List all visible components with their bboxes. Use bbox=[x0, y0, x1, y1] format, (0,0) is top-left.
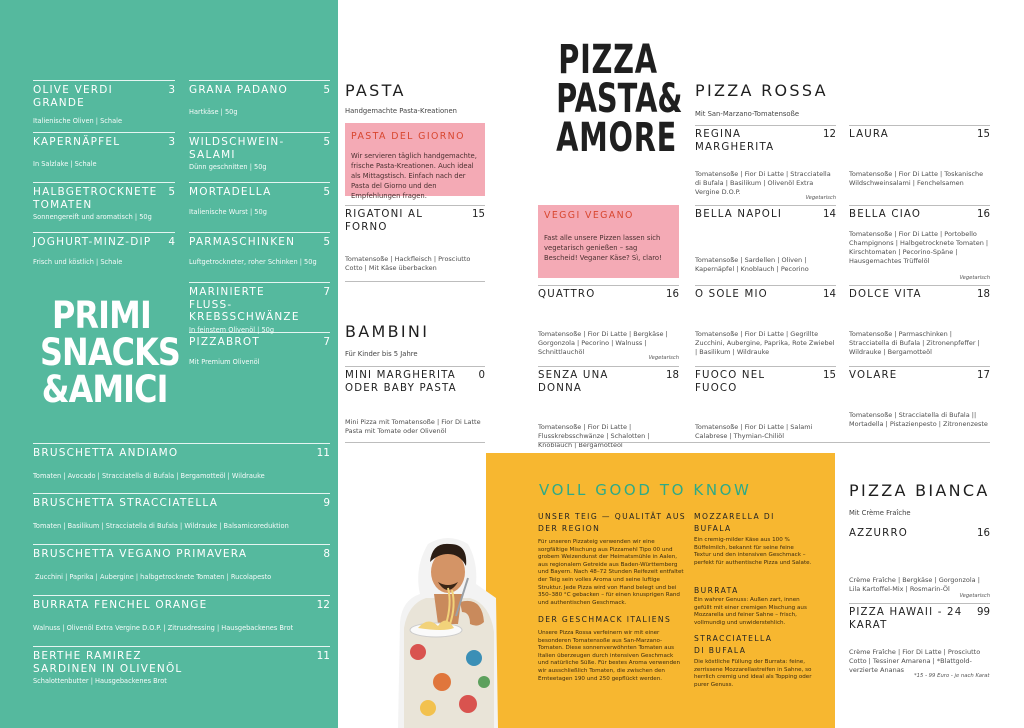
section-title-bianca: PIZZA BIANCA bbox=[849, 481, 990, 500]
menu-item bbox=[345, 205, 485, 281]
item-name: GRANA PADANO bbox=[189, 84, 289, 96]
box-title: PASTA DEL GIORNO bbox=[351, 131, 465, 142]
restaurant-logo bbox=[536, 37, 683, 161]
item-name: SENZA UNA DONNA bbox=[538, 370, 609, 394]
item-name: FUOCO NEL FUOCO bbox=[695, 370, 766, 394]
item-desc: Tomaten | Avocado | Stracciatella di Bufala | Bergamotteöl | Wildrauke bbox=[33, 471, 265, 480]
info-text: Ein cremig-milder Käse aus 100 % Büffelmilch, bekannt für seine feine Textur und den intensiven Geschmack – perfekt für authentische Pizza und Salate. bbox=[694, 537, 812, 566]
menu-item bbox=[189, 132, 330, 180]
item-desc: Tomatensoße | Parmaschinken | Stracciatella di Bufala | Zitronenpfeffer | Wildrauke | Bergamotteöl bbox=[849, 329, 980, 356]
item-name: WILDSCHWEIN-SALAMI bbox=[189, 136, 285, 161]
item-price: 11 bbox=[316, 650, 330, 662]
item-name: BELLA CIAO bbox=[849, 209, 922, 220]
menu-item bbox=[695, 366, 836, 442]
item-desc: Mit Premium Olivenöl bbox=[189, 357, 260, 366]
item-desc: Tomatensoße | Hackfleisch | Prosciutto Cotto | Mit Käse überbacken bbox=[345, 255, 471, 273]
item-name: QUATTRO bbox=[538, 289, 596, 300]
menu-item bbox=[849, 205, 990, 283]
section-subtitle: Handgemachte Pasta-Kreationen bbox=[345, 107, 457, 115]
item-price: 16 bbox=[977, 209, 990, 220]
menu-item bbox=[189, 80, 330, 130]
section-subtitle: Mit Crème Fraîche bbox=[849, 509, 911, 517]
item-name: O SOLE MIO bbox=[695, 289, 768, 300]
info-text: Die köstliche Füllung der Burrata: feine, zerrissene Mozzarellastreifen in Sahne, so herrlich cremig und ideal als Topping oder purer Genuss. bbox=[694, 659, 812, 688]
item-price: 11 bbox=[316, 447, 330, 459]
item-price: 9 bbox=[323, 497, 330, 509]
item-name: PIZZA HAWAII - 24 KARAT bbox=[849, 607, 963, 631]
item-name: VOLARE bbox=[849, 370, 898, 381]
item-name: LAURA bbox=[849, 129, 889, 140]
item-desc: Tomatensoße | Fior Di Latte | Stracciatella di Bufala | Basilikum | Olivenöl Extra Vergine D.O.P. bbox=[695, 170, 831, 197]
menu-item bbox=[33, 646, 330, 694]
vegetarian-label: Vegetarisch bbox=[648, 355, 679, 361]
item-price: 15 bbox=[472, 209, 485, 220]
heading-line: &AMICI bbox=[41, 368, 168, 411]
item-desc: In feinstem Olivenöl | 50g bbox=[189, 325, 275, 334]
item-name: PIZZABROT bbox=[189, 336, 260, 348]
item-price: 16 bbox=[666, 289, 679, 300]
item-desc: Tomatensoße | Fior Di Latte | Flusskrebsschwänze | Schalotten | Knoblauch | Bergamotteöl bbox=[538, 423, 650, 450]
item-price: 5 bbox=[323, 136, 330, 148]
menu-item bbox=[189, 232, 330, 280]
info-text: Unsere Pizza Rossa verfeinern wir mit einer besonderen Tomatensoße aus San-Marzano-Tomaten. Diese sonnenverwöhnten Tomaten aus Italien überzeugen durch intensiven Geschmack und natürliche Süße. Für bestes Aroma verwenden wir ausschließlich Tomaten, die zwischen den Ernteetagen 190 und 250 gepflückt werden. bbox=[538, 630, 680, 682]
item-name: MINI MARGHERITA ODER BABY PASTA bbox=[345, 370, 457, 394]
item-name: AZZURRO bbox=[849, 528, 908, 539]
item-price: 12 bbox=[316, 599, 330, 611]
logo-line: PASTA& bbox=[556, 76, 683, 122]
menu-item bbox=[33, 493, 330, 541]
item-desc: Tomaten | Basilikum | Stracciatella di Bufala | Wildrauke | Balsamicoreduktion bbox=[33, 521, 289, 530]
divider bbox=[538, 442, 990, 443]
item-name: DOLCE VITA bbox=[849, 289, 922, 300]
item-name: HALBGETROCKNETE TOMATEN bbox=[33, 186, 158, 211]
item-desc: Tomatensoße | Fior Di Latte | Salami Calabrese | Thymian-Chiliöl bbox=[695, 423, 813, 441]
menu-item bbox=[849, 525, 990, 603]
info-heading: MOZZARELLA DI BUFALA bbox=[694, 512, 775, 533]
info-heading: DER GESCHMACK ITALIENS bbox=[538, 615, 672, 624]
section-subtitle: Mit San-Marzano-Tomatensoße bbox=[695, 110, 800, 118]
item-name: BURRATA FENCHEL ORANGE bbox=[33, 599, 208, 611]
divider bbox=[345, 281, 485, 282]
item-desc: Italienische Wurst | 50g bbox=[189, 207, 267, 216]
menu-item bbox=[538, 366, 679, 450]
item-price: 8 bbox=[323, 548, 330, 560]
heading-line: SNACKS bbox=[40, 331, 180, 374]
section-heading-primi bbox=[40, 294, 180, 411]
item-price: 14 bbox=[823, 289, 836, 300]
section-title-rossa: PIZZA ROSSA bbox=[695, 81, 828, 100]
item-desc: Tomatensoße | Sardellen | Oliven | Kapernäpfel | Knoblauch | Pecorino bbox=[695, 255, 809, 273]
item-price: 7 bbox=[323, 336, 330, 348]
menu-item bbox=[849, 125, 990, 203]
menu-item bbox=[695, 205, 836, 283]
item-price: 18 bbox=[977, 289, 990, 300]
item-price: 18 bbox=[666, 370, 679, 381]
item-desc: Tomatensoße | Fior Di Latte | Toskanische Wildschweinsalami | Fenchelsamen bbox=[849, 169, 984, 187]
item-desc: Tomatensoße | Fior Di Latte | Gegrillte Zucchini, Aubergine, Paprika, Rote Zwiebel | Basilikum | Wildrauke bbox=[695, 329, 835, 356]
menu-item bbox=[33, 182, 175, 230]
item-name: BRUSCHETTA ANDIAMO bbox=[33, 447, 179, 459]
item-desc: Crème Fraîche | Bergkäse | Gorgonzola | Lila Kartoffel-Mix | Rosmarin-Öl bbox=[849, 575, 980, 593]
item-price: 0 bbox=[478, 370, 485, 381]
box-title: VEGGI VEGANO bbox=[544, 210, 634, 221]
menu-item bbox=[33, 544, 330, 592]
item-name: JOGHURT-MINZ-DIP bbox=[33, 236, 152, 248]
menu-item bbox=[189, 282, 330, 334]
item-desc: Schalottenbutter | Hausgebackenes Brot bbox=[33, 677, 167, 685]
logo-line: PIZZA bbox=[558, 37, 658, 83]
menu-item bbox=[849, 366, 990, 442]
item-price: 5 bbox=[323, 84, 330, 96]
item-price: 5 bbox=[323, 236, 330, 248]
item-price: 16 bbox=[977, 528, 990, 539]
menu-item bbox=[695, 125, 836, 203]
vegetarian-label: Vegetarisch bbox=[805, 195, 836, 201]
menu-item bbox=[849, 285, 990, 363]
item-price: 12 bbox=[823, 129, 836, 140]
menu-item bbox=[33, 443, 330, 491]
item-name: BRUSCHETTA STRACCIATELLA bbox=[33, 497, 219, 509]
item-price: 17 bbox=[977, 370, 990, 381]
pasta-del-giorno-box bbox=[345, 123, 485, 200]
menu-item bbox=[189, 332, 330, 380]
item-price: 5 bbox=[323, 186, 330, 198]
item-desc: In Salzlake | Schale bbox=[33, 159, 97, 168]
footnote: *15 - 99 Euro - je nach Karat bbox=[914, 673, 990, 679]
section-subtitle: Für Kinder bis 5 Jahre bbox=[345, 350, 418, 358]
item-desc: Zucchini | Paprika | Aubergine | halbgetrocknete Tomaten | Rucolapesto bbox=[35, 572, 272, 581]
item-price: 15 bbox=[823, 370, 836, 381]
section-title-pasta: PASTA bbox=[345, 81, 406, 100]
item-name: KAPERNÄPFEL bbox=[33, 136, 121, 148]
item-desc: Hartkäse | 50g bbox=[189, 107, 238, 116]
item-price: 15 bbox=[977, 129, 990, 140]
menu-item bbox=[33, 132, 175, 180]
info-heading: UNSER TEIG — QUALITÄT AUS DER REGION bbox=[538, 512, 687, 533]
menu-item bbox=[33, 80, 175, 130]
info-text: Ein wahrer Genuss: Außen zart, innen gefüllt mit einer cremigen Mischung aus Mozzarella und feiner Sahne – frisch, vollmundig und unwiderstehlich. bbox=[694, 597, 807, 626]
vegetarian-label: Vegetarisch bbox=[959, 593, 990, 599]
item-name: REGINA MARGHERITA bbox=[695, 129, 775, 153]
logo-line: AMORE bbox=[556, 115, 678, 161]
item-price: 14 bbox=[823, 209, 836, 220]
item-desc: Mini Pizza mit Tomatensoße | Fior Di Latte Pasta mit Tomate oder Olivenöl bbox=[345, 418, 481, 436]
item-desc: Tomatensoße | Fior Di Latte | Bergkäse | Gorgonzola | Pecorino | Walnuss | Schnittlauchöl bbox=[538, 329, 668, 356]
box-text: Fast alle unsere Pizzen lassen sich vegetarisch genießen – sag Bescheid! Veganer Käse? Sì, claro! bbox=[544, 234, 662, 262]
item-price: 7 bbox=[323, 286, 330, 298]
item-desc: Walnuss | Olivenöl Extra Vergine D.O.P. | Zitrusdressing | Hausgebackenes Brot bbox=[33, 623, 294, 632]
item-desc: Sonnengereift und aromatisch | 50g bbox=[33, 213, 152, 221]
info-box bbox=[486, 453, 835, 728]
item-price: 3 bbox=[168, 84, 175, 96]
menu-item bbox=[849, 603, 990, 681]
info-heading: STRACCIATELLA DI BUFALA bbox=[694, 634, 773, 655]
veggi-vegano-box bbox=[538, 205, 679, 278]
item-name: MORTADELLA bbox=[189, 186, 272, 198]
item-desc: Tomatensoße | Fior Di Latte | Portobello Champignons | Halbgetrocknete Tomaten | Kirschtomaten | Pecorino-Späne | Hausgemachtes Trüffelöl bbox=[849, 229, 989, 266]
pasta-man-illustration bbox=[398, 532, 498, 728]
item-name: BERTHE RAMIREZ SARDINEN IN OLIVENÖL bbox=[33, 650, 183, 675]
vegetarian-label: Vegetarisch bbox=[959, 275, 990, 281]
menu-item bbox=[33, 595, 330, 643]
item-desc: Dünn geschnitten | 50g bbox=[189, 163, 267, 171]
menu-item bbox=[33, 232, 175, 280]
item-price: 4 bbox=[168, 236, 175, 248]
item-name: BELLA NAPOLI bbox=[695, 209, 783, 220]
item-price: 3 bbox=[168, 136, 175, 148]
item-desc: Tomatensoße | Stracciatella di Bufala || Mortadella | Pistazienpesto | Zitronenzeste bbox=[849, 410, 988, 428]
info-text: Für unseren Pizzateig verwenden wir eine sorgfältige Mischung aus Pizzamehl Tipo 00 und grobem Weizendunst der Heimatsmühle in Aalen, aus regionalem Getreide aus Baden-Württemberg und Bayern. Nach 48–72 Stunden Reifezeit entfaltet der Teig sein volles Aroma und seine luftige Struktur. Jede Pizza wird von Hand belegt und bei 350–380 °C gebacken – für einen knusprigen Rand und authentischen Geschmack. bbox=[538, 539, 684, 606]
item-desc: Luftgetrockneter, roher Schinken | 50g bbox=[189, 257, 317, 266]
snacks-panel bbox=[0, 0, 338, 728]
item-name: MARINIERTE FLUSS-KREBSSCHWÄNZE bbox=[189, 286, 300, 323]
box-text: Wir servieren täglich handgemachte, frische Pasta-Kreationen. Auch ideal als Mittagstisch. Einfach nach der Pasta del Giorno und den Empfehlungen fragen. bbox=[351, 152, 477, 200]
item-price: 99 bbox=[977, 607, 990, 618]
item-name: PARMASCHINKEN bbox=[189, 236, 296, 248]
info-heading: BURRATA bbox=[694, 586, 739, 595]
item-name: RIGATONI AL FORNO bbox=[345, 209, 424, 233]
item-price: 5 bbox=[168, 186, 175, 198]
item-desc: Frisch und köstlich | Schale bbox=[33, 257, 123, 266]
item-desc: Italienische Oliven | Schale bbox=[33, 117, 123, 125]
menu-item bbox=[538, 285, 679, 363]
menu-item bbox=[695, 285, 836, 363]
item-name: OLIVE VERDI GRANDE bbox=[33, 84, 113, 109]
heading-line: PRIMI bbox=[52, 294, 151, 337]
menu-item bbox=[345, 366, 485, 442]
item-desc: Crème Fraîche | Fior Di Latte | Prosciutto Cotto | Tessiner Amarena | *Blattgold-verzierte Ananas bbox=[849, 648, 981, 675]
item-name: BRUSCHETTA VEGANO PRIMAVERA bbox=[33, 548, 248, 560]
section-title-bambini: BAMBINI bbox=[345, 322, 430, 341]
divider bbox=[345, 442, 485, 443]
menu-item bbox=[189, 182, 330, 230]
info-title: VOLL GOOD TO KNOW bbox=[539, 481, 752, 499]
